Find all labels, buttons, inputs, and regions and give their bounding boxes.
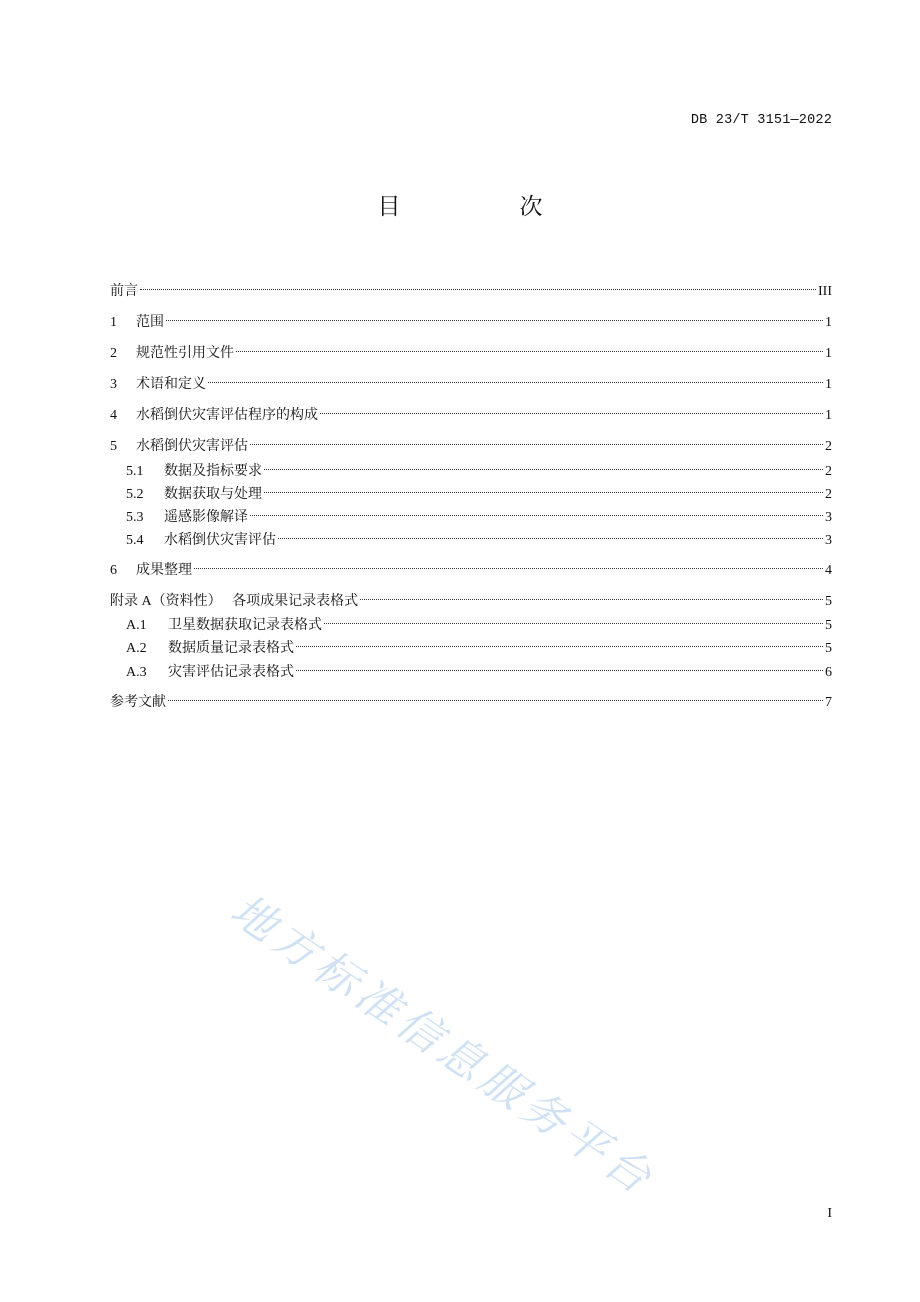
toc-entry-number: 3 bbox=[110, 377, 117, 392]
toc-entry-page: 4 bbox=[825, 563, 832, 578]
toc-entry-number: 2 bbox=[110, 346, 117, 361]
toc-entry-5-3[interactable] bbox=[126, 500, 832, 525]
leader-dots bbox=[250, 424, 823, 445]
toc-entry-page: 2 bbox=[825, 487, 832, 502]
toc-entry-label: 水稻倒伏灾害评估 bbox=[164, 533, 276, 548]
leader-dots bbox=[324, 603, 823, 624]
toc-entry-a-2[interactable] bbox=[126, 631, 832, 656]
toc-entry-page: 6 bbox=[825, 665, 832, 680]
toc-entry-number: A.1 bbox=[126, 618, 147, 633]
toc-entry-number: A.2 bbox=[126, 641, 147, 656]
toc-entry-label: 术语和定义 bbox=[136, 377, 206, 392]
toc-entry-5-4[interactable] bbox=[126, 523, 832, 548]
toc-entry-4[interactable] bbox=[110, 398, 832, 423]
toc-entry-label: 参考文献 bbox=[110, 695, 166, 710]
toc-entry-label: 水稻倒伏灾害评估程序的构成 bbox=[136, 408, 318, 423]
toc-entry-page: 5 bbox=[825, 641, 832, 656]
toc-entry-2[interactable] bbox=[110, 336, 832, 361]
leader-dots bbox=[208, 362, 823, 383]
page-number: I bbox=[827, 1206, 832, 1221]
toc-entry-number: A.3 bbox=[126, 665, 147, 680]
leader-dots bbox=[278, 518, 823, 539]
toc-entry-a-3[interactable] bbox=[126, 655, 832, 680]
leader-dots bbox=[264, 449, 823, 470]
leader-dots bbox=[296, 650, 823, 671]
toc-entry-number: 6 bbox=[110, 563, 117, 578]
toc-entry-page: 1 bbox=[825, 377, 832, 392]
toc-entry-a-1[interactable] bbox=[126, 608, 832, 633]
toc-entry-1[interactable] bbox=[110, 305, 832, 330]
toc-entry-number: 5.3 bbox=[126, 510, 144, 525]
leader-dots bbox=[168, 680, 823, 701]
toc-entry-page: 5 bbox=[825, 594, 832, 609]
toc-entry-label: 前言 bbox=[110, 284, 138, 299]
toc-entry-5-2[interactable] bbox=[126, 477, 832, 502]
toc-entry-label: 成果整理 bbox=[136, 563, 192, 578]
leader-dots bbox=[166, 300, 823, 321]
toc-entry-number: 5.2 bbox=[126, 487, 144, 502]
toc-entry-6[interactable] bbox=[110, 553, 832, 578]
toc-entry-label: 水稻倒伏灾害评估 bbox=[136, 439, 248, 454]
toc-entry-page: 5 bbox=[825, 618, 832, 633]
toc-entry-number: 4 bbox=[110, 408, 117, 423]
toc-entry-label: 数据及指标要求 bbox=[164, 464, 262, 479]
leader-dots bbox=[296, 626, 823, 647]
toc-entry-label: 数据质量记录表格式 bbox=[168, 641, 294, 656]
document-code: DB 23/T 3151—2022 bbox=[690, 113, 832, 128]
toc-entry-page: III bbox=[818, 284, 832, 299]
leader-dots bbox=[140, 269, 816, 290]
toc-entry-page: 2 bbox=[825, 439, 832, 454]
toc-entry-5[interactable] bbox=[110, 429, 832, 454]
leader-dots bbox=[264, 472, 823, 493]
toc-entry-page: 2 bbox=[825, 464, 832, 479]
toc-entry-number: 5 bbox=[110, 439, 117, 454]
toc-entry-number: 5.1 bbox=[126, 464, 144, 479]
leader-dots bbox=[320, 393, 823, 414]
watermark: 地方标准信息服务平台 bbox=[221, 884, 665, 1207]
leader-dots bbox=[236, 331, 823, 352]
toc-entry-page: 1 bbox=[825, 315, 832, 330]
toc-entry-page: 3 bbox=[825, 533, 832, 548]
toc-entry-label: 附录 A（资料性） 各项成果记录表格式 bbox=[110, 594, 359, 609]
toc-entry-page: 1 bbox=[825, 408, 832, 423]
toc-entry-label: 范围 bbox=[136, 315, 164, 330]
toc-entry-label: 规范性引用文件 bbox=[136, 346, 234, 361]
toc-entry-label: 灾害评估记录表格式 bbox=[168, 665, 294, 680]
toc-entry-number: 5.4 bbox=[126, 533, 144, 548]
toc-entry-page: 1 bbox=[825, 346, 832, 361]
toc-entry-label: 遥感影像解译 bbox=[164, 510, 248, 525]
toc-entry-appendix-a[interactable] bbox=[110, 584, 832, 609]
page-title: 目 次 bbox=[377, 194, 591, 220]
leader-dots bbox=[194, 548, 823, 569]
toc-entry-page: 3 bbox=[825, 510, 832, 525]
leader-dots bbox=[250, 495, 823, 516]
toc-entry-3[interactable] bbox=[110, 367, 832, 392]
toc-entry-number: 1 bbox=[110, 315, 117, 330]
leader-dots bbox=[360, 579, 823, 600]
toc-entry-foreword[interactable] bbox=[110, 274, 832, 299]
toc-entry-label: 卫星数据获取记录表格式 bbox=[168, 618, 322, 633]
toc-entry-page: 7 bbox=[825, 695, 832, 710]
toc-entry-references[interactable] bbox=[110, 685, 832, 710]
toc-entry-label: 数据获取与处理 bbox=[164, 487, 262, 502]
toc-entry-5-1[interactable] bbox=[126, 454, 832, 479]
